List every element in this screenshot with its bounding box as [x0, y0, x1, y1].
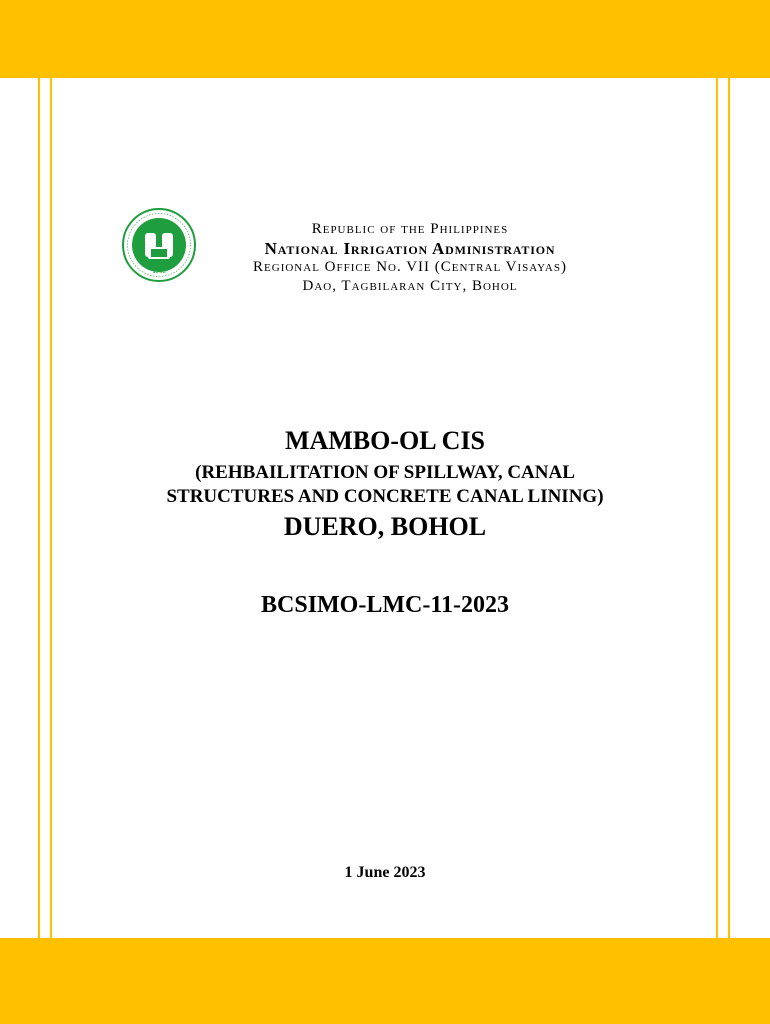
top-color-band: [0, 0, 770, 78]
nia-seal-icon: [121, 207, 197, 283]
subtitle-line-2: STRUCTURES AND CONCRETE CANAL LINING): [166, 486, 604, 507]
header-address: Dao, Tagbilaran City, Bohol: [302, 278, 518, 294]
agency-header: [200, 220, 620, 296]
subtitle-line-1: (REHBAILITATION OF SPILLWAY, CANAL: [195, 462, 575, 483]
document-code: BCSIMO-LMC-11-2023: [261, 592, 509, 618]
header-regional-office: Regional Office No. VII (Central Visayas): [253, 259, 567, 275]
document-location: DUERO, BOHOL: [283, 512, 487, 541]
logo-year: 1963: [152, 269, 166, 275]
bottom-color-band: [0, 938, 770, 1024]
document-subtitle: [0, 461, 770, 509]
header-republic: Republic of the Philippines: [311, 221, 509, 237]
document-title: MAMBO-OL CIS: [284, 426, 486, 455]
header-agency: National Irrigation Administration: [264, 239, 556, 258]
document-date: 1 June 2023: [344, 864, 426, 881]
